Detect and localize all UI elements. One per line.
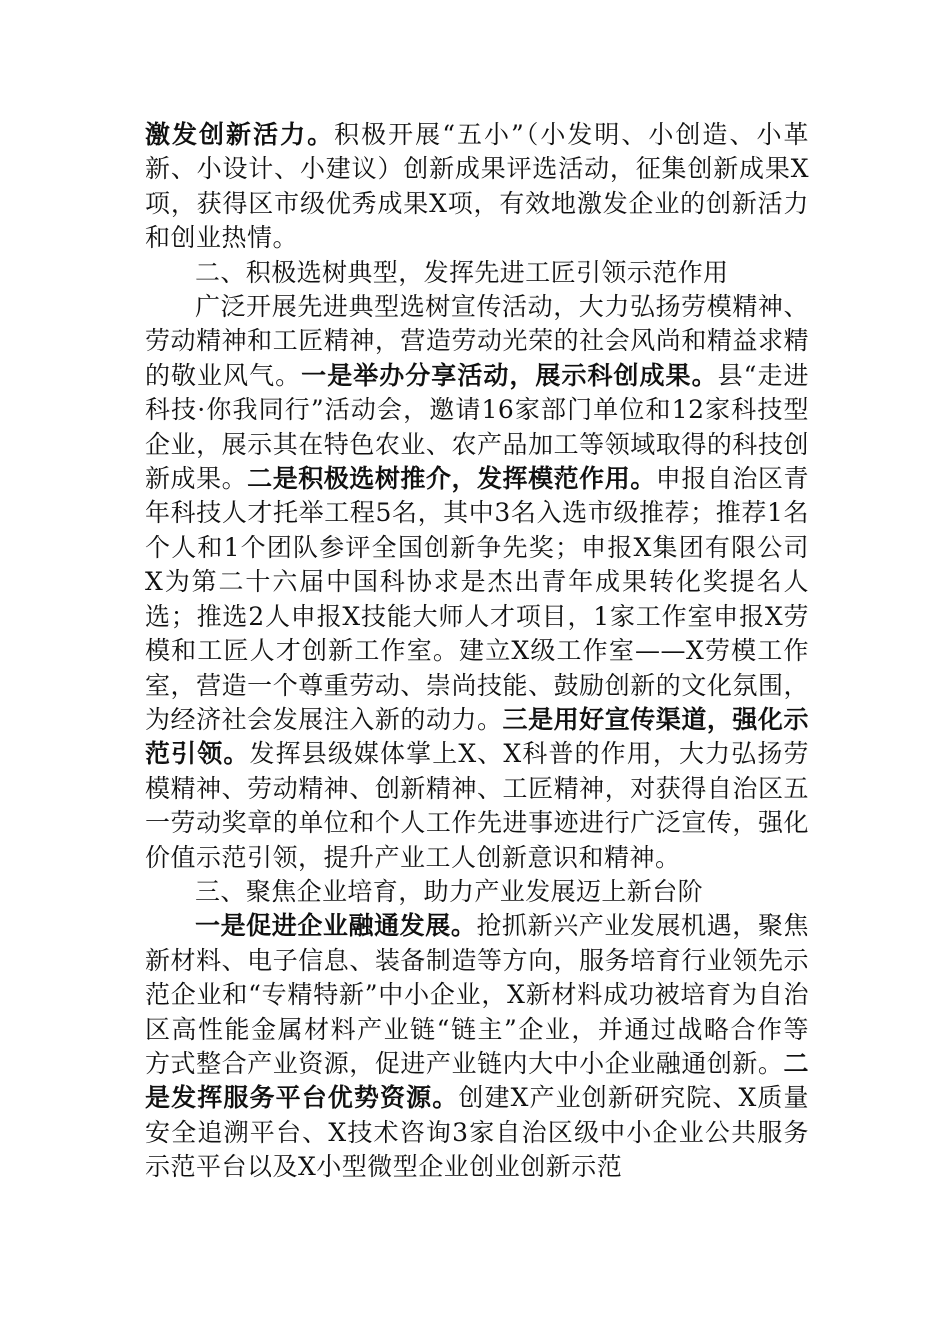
- paragraph-innovation-vitality: [145, 118, 809, 256]
- body-text: 申报自治区青年科技人才托举工程5名，其中3名入选市级推荐；推荐1名个人和1个团队参评全国创新争先奖；申报X集团有限公司X为第二十六届中国科协求是杰出青年成果转化奖提名人选；推选2人申报X技能大师人才项目，1家工作室申报X劳模和工匠人才创新工作室。建立X级工作室——X劳模工作室，营造一个尊重劳动、崇尚技能、鼓励创新的文化氛围，为经济社会发展注入新的动力。: [145, 464, 809, 734]
- heading-text: 三、聚焦企业培育，助力产业发展迈上新台阶: [195, 876, 704, 906]
- body-text: 积极开展“五小”（小发明、小创造、小革新、小设计、小建议）创新成果评选活动，征集创新成果X项，获得区市级优秀成果X项，有效地激发企业的创新活力和创业热情。: [145, 120, 809, 253]
- bold-lead-text: 一是举办分享活动，展示科创成果。: [301, 360, 718, 390]
- section-heading-2: [145, 256, 809, 290]
- body-text: 县“走进科技·你我同行”活动会，邀请16家部门单位和12家科技型企业，展示其在特色农业、农产品加工等领域取得的科技创新成果。: [145, 360, 809, 494]
- body-text: 广泛开展先进典型选树宣传活动，大力弘扬劳模精神、劳动精神和工匠精神，营造劳动光荣的社会风尚和精益求精的敬业风气。: [145, 292, 809, 390]
- bold-lead-text: 二是发挥服务平台优势资源。: [145, 1048, 809, 1113]
- body-text: 创建X产业创新研究院、X质量安全追溯平台、X技术咨询3家自治区级中小企业公共服务示范平台以及X小型微型企业创业创新示范: [145, 1083, 809, 1182]
- heading-text: 二、积极选树典型，发挥先进工匠引领示范作用: [195, 257, 729, 287]
- body-text: 抢抓新兴产业发展机遇，聚焦新材料、电子信息、装备制造等方向，服务培育行业领先示范企业和“专精特新”中小企业，X新材料成功被培育为自治区高性能金属材料产业链“链主”企业，并通过战略合作等方式整合产业资源，促进产业链内大中小企业融通创新。: [145, 911, 809, 1078]
- bold-lead-text: 二是积极选树推介，发挥模范作用。: [247, 464, 656, 494]
- bold-lead-text: 激发创新活力。: [145, 120, 335, 149]
- paragraph-model-selection: [145, 290, 809, 875]
- document-page: [145, 118, 809, 1185]
- body-text: 发挥县级媒体掌上X、X科普的作用，大力弘扬劳模精神、劳动精神、创新精神、工匠精神，对获得自治区五一劳动奖章的单位和个人工作先进事迹进行广泛宣传，强化价值示范引领，提升产业工人创新意识和精神。: [145, 739, 809, 872]
- bold-lead-text: 一是促进企业融通发展。: [195, 911, 477, 941]
- bold-lead-text: 三是用好宣传渠道，强化示范引领。: [145, 704, 809, 769]
- paragraph-enterprise-cultivation: [145, 909, 809, 1184]
- section-heading-3: [145, 875, 809, 909]
